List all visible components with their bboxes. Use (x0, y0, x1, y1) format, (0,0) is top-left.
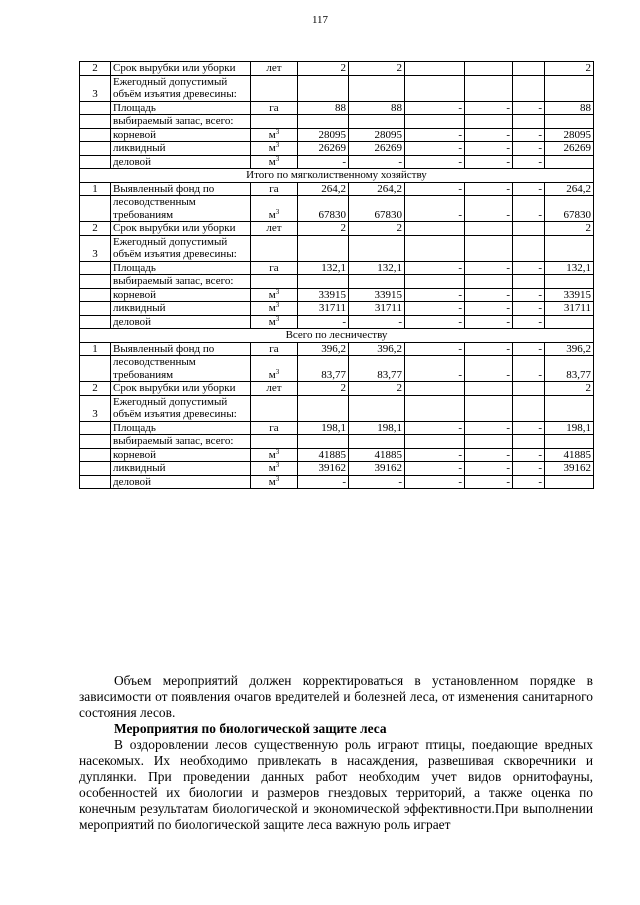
value-cell (465, 382, 513, 396)
value-cell (349, 75, 405, 101)
row-number-cell (80, 315, 111, 329)
table-row (80, 62, 594, 76)
unit-cell (251, 448, 298, 462)
value-cell (405, 62, 465, 76)
forest-use-table (79, 61, 594, 489)
unit-exponent: 3 (275, 127, 280, 136)
value-cell: - (465, 261, 513, 275)
value-cell: - (513, 155, 545, 169)
unit-exponent: 3 (275, 207, 280, 216)
value-cell: - (405, 475, 465, 489)
table-row (80, 395, 594, 421)
value-cell: - (405, 155, 465, 169)
row-label-cell: Площадь (111, 261, 251, 275)
unit-text: м (268, 288, 276, 301)
total-cell: 264,2 (545, 182, 594, 196)
unit-cell (251, 196, 298, 222)
section-title: Всего по лесничеству (80, 329, 594, 343)
total-cell: 198,1 (545, 421, 594, 435)
row-label-cell: выбираемый запас, всего: (111, 275, 251, 289)
unit-cell (251, 302, 298, 316)
total-cell: 26269 (545, 142, 594, 156)
unit-cell: лет (251, 382, 298, 396)
value-cell (465, 435, 513, 449)
value-cell: - (405, 448, 465, 462)
value-cell: - (405, 342, 465, 356)
table-row (80, 421, 594, 435)
unit-cell (251, 142, 298, 156)
value-cell: - (513, 182, 545, 196)
row-number-cell: 3 (80, 235, 111, 261)
unit-cell: га (251, 182, 298, 196)
row-number-cell (80, 462, 111, 476)
row-label-cell: деловой (111, 155, 251, 169)
value-cell: - (298, 315, 349, 329)
unit-cell: га (251, 101, 298, 115)
value-cell: 2 (298, 62, 349, 76)
value-cell (465, 115, 513, 129)
value-cell: - (513, 142, 545, 156)
row-number-cell (80, 196, 111, 222)
table-row (80, 475, 594, 489)
total-cell (545, 155, 594, 169)
body-text (79, 673, 593, 833)
row-label-cell: Выявленный фонд по (111, 342, 251, 356)
total-cell (545, 235, 594, 261)
row-number-cell: 2 (80, 382, 111, 396)
value-cell: - (298, 475, 349, 489)
value-cell: 39162 (298, 462, 349, 476)
value-cell: 41885 (349, 448, 405, 462)
table-row (80, 182, 594, 196)
section-row (80, 169, 594, 183)
row-label-cell: Срок вырубки или уборки (111, 382, 251, 396)
value-cell: - (405, 302, 465, 316)
row-number-cell: 3 (80, 75, 111, 101)
table-row (80, 288, 594, 302)
value-cell: - (513, 421, 545, 435)
row-number-cell (80, 261, 111, 275)
value-cell (513, 75, 545, 101)
row-label-cell: Срок вырубки или уборки (111, 222, 251, 236)
total-cell: 2 (545, 222, 594, 236)
unit-exponent: 3 (275, 314, 280, 323)
unit-cell (251, 235, 298, 261)
total-cell (545, 115, 594, 129)
unit-text: м (268, 302, 276, 314)
unit-cell: га (251, 342, 298, 356)
value-cell: - (465, 421, 513, 435)
row-label-cell: Ежегодный допустимый объём изъятия древесины: (111, 395, 251, 421)
value-cell (405, 395, 465, 421)
value-cell: 33915 (298, 288, 349, 302)
value-cell: - (405, 101, 465, 115)
value-cell: - (513, 448, 545, 462)
row-number-cell (80, 421, 111, 435)
total-cell: 2 (545, 382, 594, 396)
value-cell: - (465, 155, 513, 169)
value-cell: - (465, 302, 513, 316)
total-cell: 33915 (545, 288, 594, 302)
value-cell: - (513, 475, 545, 489)
row-label-cell: корневой (111, 128, 251, 142)
value-cell (298, 395, 349, 421)
unit-exponent: 3 (275, 367, 280, 376)
paragraph-birds: В оздоровлении лесов существенную роль играют птицы, поедающие вредных насекомых. Их необходимо привлекать в насаждения, развешивая скворечники и дуплянки. При проведении данных работ необходим учет видов орнитофауны, особенностей их биологии и размеров гнездовых территорий, а также оценка по конечным результатам биологической и экономической эффективности.При выполнении мероприятий по биологической защите леса важную роль играет (79, 737, 593, 832)
value-cell: 2 (349, 382, 405, 396)
paragraph-volume-correction: Объем мероприятий должен корректироваться в установленном порядке в зависимости от появления очагов вредителей и болезней леса, от изменения санитарного состояния лесов. (79, 673, 593, 720)
row-number-cell (80, 155, 111, 169)
table-row (80, 101, 594, 115)
row-number-cell (80, 475, 111, 489)
total-cell: 31711 (545, 302, 594, 316)
value-cell: - (405, 462, 465, 476)
total-cell: 396,2 (545, 342, 594, 356)
value-cell (465, 395, 513, 421)
total-cell: 41885 (545, 448, 594, 462)
value-cell: - (349, 475, 405, 489)
value-cell: 396,2 (298, 342, 349, 356)
section-row (80, 329, 594, 343)
unit-exponent: 3 (275, 154, 280, 163)
value-cell (513, 382, 545, 396)
table-row (80, 356, 594, 382)
unit-cell (251, 288, 298, 302)
table-row (80, 235, 594, 261)
total-cell: 28095 (545, 128, 594, 142)
value-cell (513, 222, 545, 236)
table-row (80, 275, 594, 289)
value-cell: 2 (349, 222, 405, 236)
row-label-cell: Площадь (111, 421, 251, 435)
value-cell: 83,77 (349, 356, 405, 382)
value-cell: - (513, 342, 545, 356)
row-number-cell (80, 356, 111, 382)
value-cell: - (465, 128, 513, 142)
table-row (80, 261, 594, 275)
unit-cell (251, 75, 298, 101)
value-cell (298, 435, 349, 449)
row-number-cell: 1 (80, 342, 111, 356)
table-row (80, 155, 594, 169)
total-cell (545, 75, 594, 101)
table-row (80, 196, 594, 222)
value-cell: - (405, 196, 465, 222)
unit-exponent: 3 (275, 474, 280, 483)
value-cell (513, 435, 545, 449)
total-cell: 39162 (545, 462, 594, 476)
value-cell: 31711 (298, 302, 349, 316)
unit-exponent: 3 (275, 141, 280, 149)
unit-cell: га (251, 261, 298, 275)
row-number-cell (80, 128, 111, 142)
value-cell (465, 275, 513, 289)
value-cell: - (513, 302, 545, 316)
section-heading: Мероприятия по биологической защите леса (114, 721, 387, 736)
unit-cell: лет (251, 62, 298, 76)
unit-cell (251, 115, 298, 129)
total-cell (545, 275, 594, 289)
total-cell: 67830 (545, 196, 594, 222)
value-cell (405, 275, 465, 289)
table-row (80, 75, 594, 101)
unit-cell (251, 155, 298, 169)
value-cell: - (465, 342, 513, 356)
row-label-cell: ликвидный (111, 302, 251, 316)
unit-exponent: 3 (275, 447, 280, 456)
value-cell: 28095 (298, 128, 349, 142)
value-cell: - (349, 155, 405, 169)
row-label-cell: ликвидный (111, 142, 251, 156)
row-label-cell: ликвидный (111, 462, 251, 476)
row-number-cell (80, 448, 111, 462)
value-cell (298, 115, 349, 129)
row-label-cell: выбираемый запас, всего: (111, 435, 251, 449)
table-row (80, 342, 594, 356)
value-cell: - (513, 356, 545, 382)
value-cell (405, 435, 465, 449)
value-cell: 83,77 (298, 356, 349, 382)
value-cell (405, 382, 465, 396)
value-cell: 39162 (349, 462, 405, 476)
value-cell: - (405, 182, 465, 196)
value-cell: - (349, 315, 405, 329)
unit-text: м (268, 128, 276, 141)
value-cell (298, 75, 349, 101)
value-cell: 264,2 (298, 182, 349, 196)
value-cell: - (465, 448, 513, 462)
value-cell: 264,2 (349, 182, 405, 196)
unit-exponent: 3 (275, 461, 280, 469)
row-number-cell (80, 435, 111, 449)
value-cell: - (513, 261, 545, 275)
row-number-cell (80, 101, 111, 115)
value-cell: - (465, 288, 513, 302)
row-number-cell (80, 115, 111, 129)
table-row (80, 222, 594, 236)
row-number-cell (80, 288, 111, 302)
value-cell: - (405, 356, 465, 382)
row-number-cell: 2 (80, 62, 111, 76)
value-cell: - (405, 142, 465, 156)
value-cell: 88 (349, 101, 405, 115)
value-cell (298, 275, 349, 289)
unit-text: м (268, 368, 276, 381)
total-cell: 88 (545, 101, 594, 115)
unit-text: м (268, 315, 276, 328)
value-cell: - (465, 142, 513, 156)
total-cell (545, 435, 594, 449)
value-cell (465, 235, 513, 261)
value-cell: - (405, 421, 465, 435)
value-cell (349, 435, 405, 449)
value-cell: - (405, 128, 465, 142)
value-cell: - (465, 196, 513, 222)
row-label-cell: лесоводственным требованиям (111, 356, 251, 382)
row-number-cell (80, 302, 111, 316)
value-cell: 88 (298, 101, 349, 115)
unit-cell: лет (251, 222, 298, 236)
table-row (80, 142, 594, 156)
value-cell: - (465, 462, 513, 476)
unit-cell (251, 356, 298, 382)
value-cell: - (513, 128, 545, 142)
row-number-cell: 2 (80, 222, 111, 236)
unit-text: м (268, 462, 276, 474)
row-label-cell: корневой (111, 448, 251, 462)
total-cell: 132,1 (545, 261, 594, 275)
row-label-cell: Выявленный фонд по (111, 182, 251, 196)
unit-cell (251, 315, 298, 329)
value-cell: - (513, 462, 545, 476)
value-cell: 132,1 (298, 261, 349, 275)
table-row (80, 302, 594, 316)
value-cell: - (465, 101, 513, 115)
value-cell: 26269 (298, 142, 349, 156)
value-cell (513, 395, 545, 421)
row-label-cell: выбираемый запас, всего: (111, 115, 251, 129)
value-cell: - (513, 196, 545, 222)
row-label-cell: Ежегодный допустимый объём изъятия древесины: (111, 75, 251, 101)
value-cell (513, 115, 545, 129)
row-label-cell: Ежегодный допустимый объём изъятия древесины: (111, 235, 251, 261)
unit-text: м (268, 142, 276, 154)
row-number-cell: 3 (80, 395, 111, 421)
value-cell: - (405, 288, 465, 302)
unit-text: м (268, 475, 276, 488)
value-cell: - (405, 261, 465, 275)
unit-cell (251, 128, 298, 142)
table-row (80, 315, 594, 329)
value-cell: - (513, 315, 545, 329)
value-cell (349, 395, 405, 421)
value-cell (349, 235, 405, 261)
value-cell (513, 275, 545, 289)
value-cell: - (405, 315, 465, 329)
value-cell (405, 115, 465, 129)
value-cell: - (513, 101, 545, 115)
value-cell (513, 62, 545, 76)
unit-cell (251, 435, 298, 449)
unit-cell (251, 275, 298, 289)
unit-exponent: 3 (275, 287, 280, 296)
table-row (80, 382, 594, 396)
unit-cell (251, 475, 298, 489)
value-cell (349, 275, 405, 289)
row-label-cell: Срок вырубки или уборки (111, 62, 251, 76)
row-label-cell: Площадь (111, 101, 251, 115)
value-cell: 33915 (349, 288, 405, 302)
value-cell: - (465, 356, 513, 382)
row-label-cell: деловой (111, 315, 251, 329)
value-cell: - (465, 475, 513, 489)
value-cell (349, 115, 405, 129)
value-cell: 67830 (349, 196, 405, 222)
table-row (80, 448, 594, 462)
total-cell (545, 475, 594, 489)
row-label-cell: корневой (111, 288, 251, 302)
value-cell: 2 (349, 62, 405, 76)
value-cell (405, 235, 465, 261)
row-number-cell (80, 142, 111, 156)
row-label-cell: лесоводственным требованиям (111, 196, 251, 222)
unit-exponent: 3 (275, 301, 280, 309)
value-cell: 31711 (349, 302, 405, 316)
page-number: 117 (311, 14, 329, 26)
table-row (80, 128, 594, 142)
unit-text: м (268, 208, 276, 221)
value-cell: 26269 (349, 142, 405, 156)
value-cell: 198,1 (298, 421, 349, 435)
value-cell: 41885 (298, 448, 349, 462)
total-cell (545, 395, 594, 421)
row-number-cell (80, 275, 111, 289)
row-label-cell: деловой (111, 475, 251, 489)
value-cell: 132,1 (349, 261, 405, 275)
table-row (80, 115, 594, 129)
value-cell (405, 222, 465, 236)
unit-text: м (268, 155, 276, 168)
value-cell: - (465, 315, 513, 329)
section-title: Итого по мягколиственному хозяйству (80, 169, 594, 183)
unit-cell (251, 395, 298, 421)
unit-cell (251, 462, 298, 476)
value-cell: 396,2 (349, 342, 405, 356)
unit-text: м (268, 448, 276, 461)
row-number-cell: 1 (80, 182, 111, 196)
total-cell: 2 (545, 62, 594, 76)
value-cell (465, 62, 513, 76)
value-cell: 2 (298, 222, 349, 236)
value-cell: - (465, 182, 513, 196)
value-cell (513, 235, 545, 261)
value-cell (465, 75, 513, 101)
value-cell: - (513, 288, 545, 302)
value-cell: 2 (298, 382, 349, 396)
value-cell: 67830 (298, 196, 349, 222)
total-cell (545, 315, 594, 329)
value-cell: 28095 (349, 128, 405, 142)
unit-cell: га (251, 421, 298, 435)
value-cell (298, 235, 349, 261)
value-cell (405, 75, 465, 101)
table-row (80, 435, 594, 449)
value-cell (465, 222, 513, 236)
total-cell: 83,77 (545, 356, 594, 382)
table-row (80, 462, 594, 476)
value-cell: 198,1 (349, 421, 405, 435)
value-cell: - (298, 155, 349, 169)
